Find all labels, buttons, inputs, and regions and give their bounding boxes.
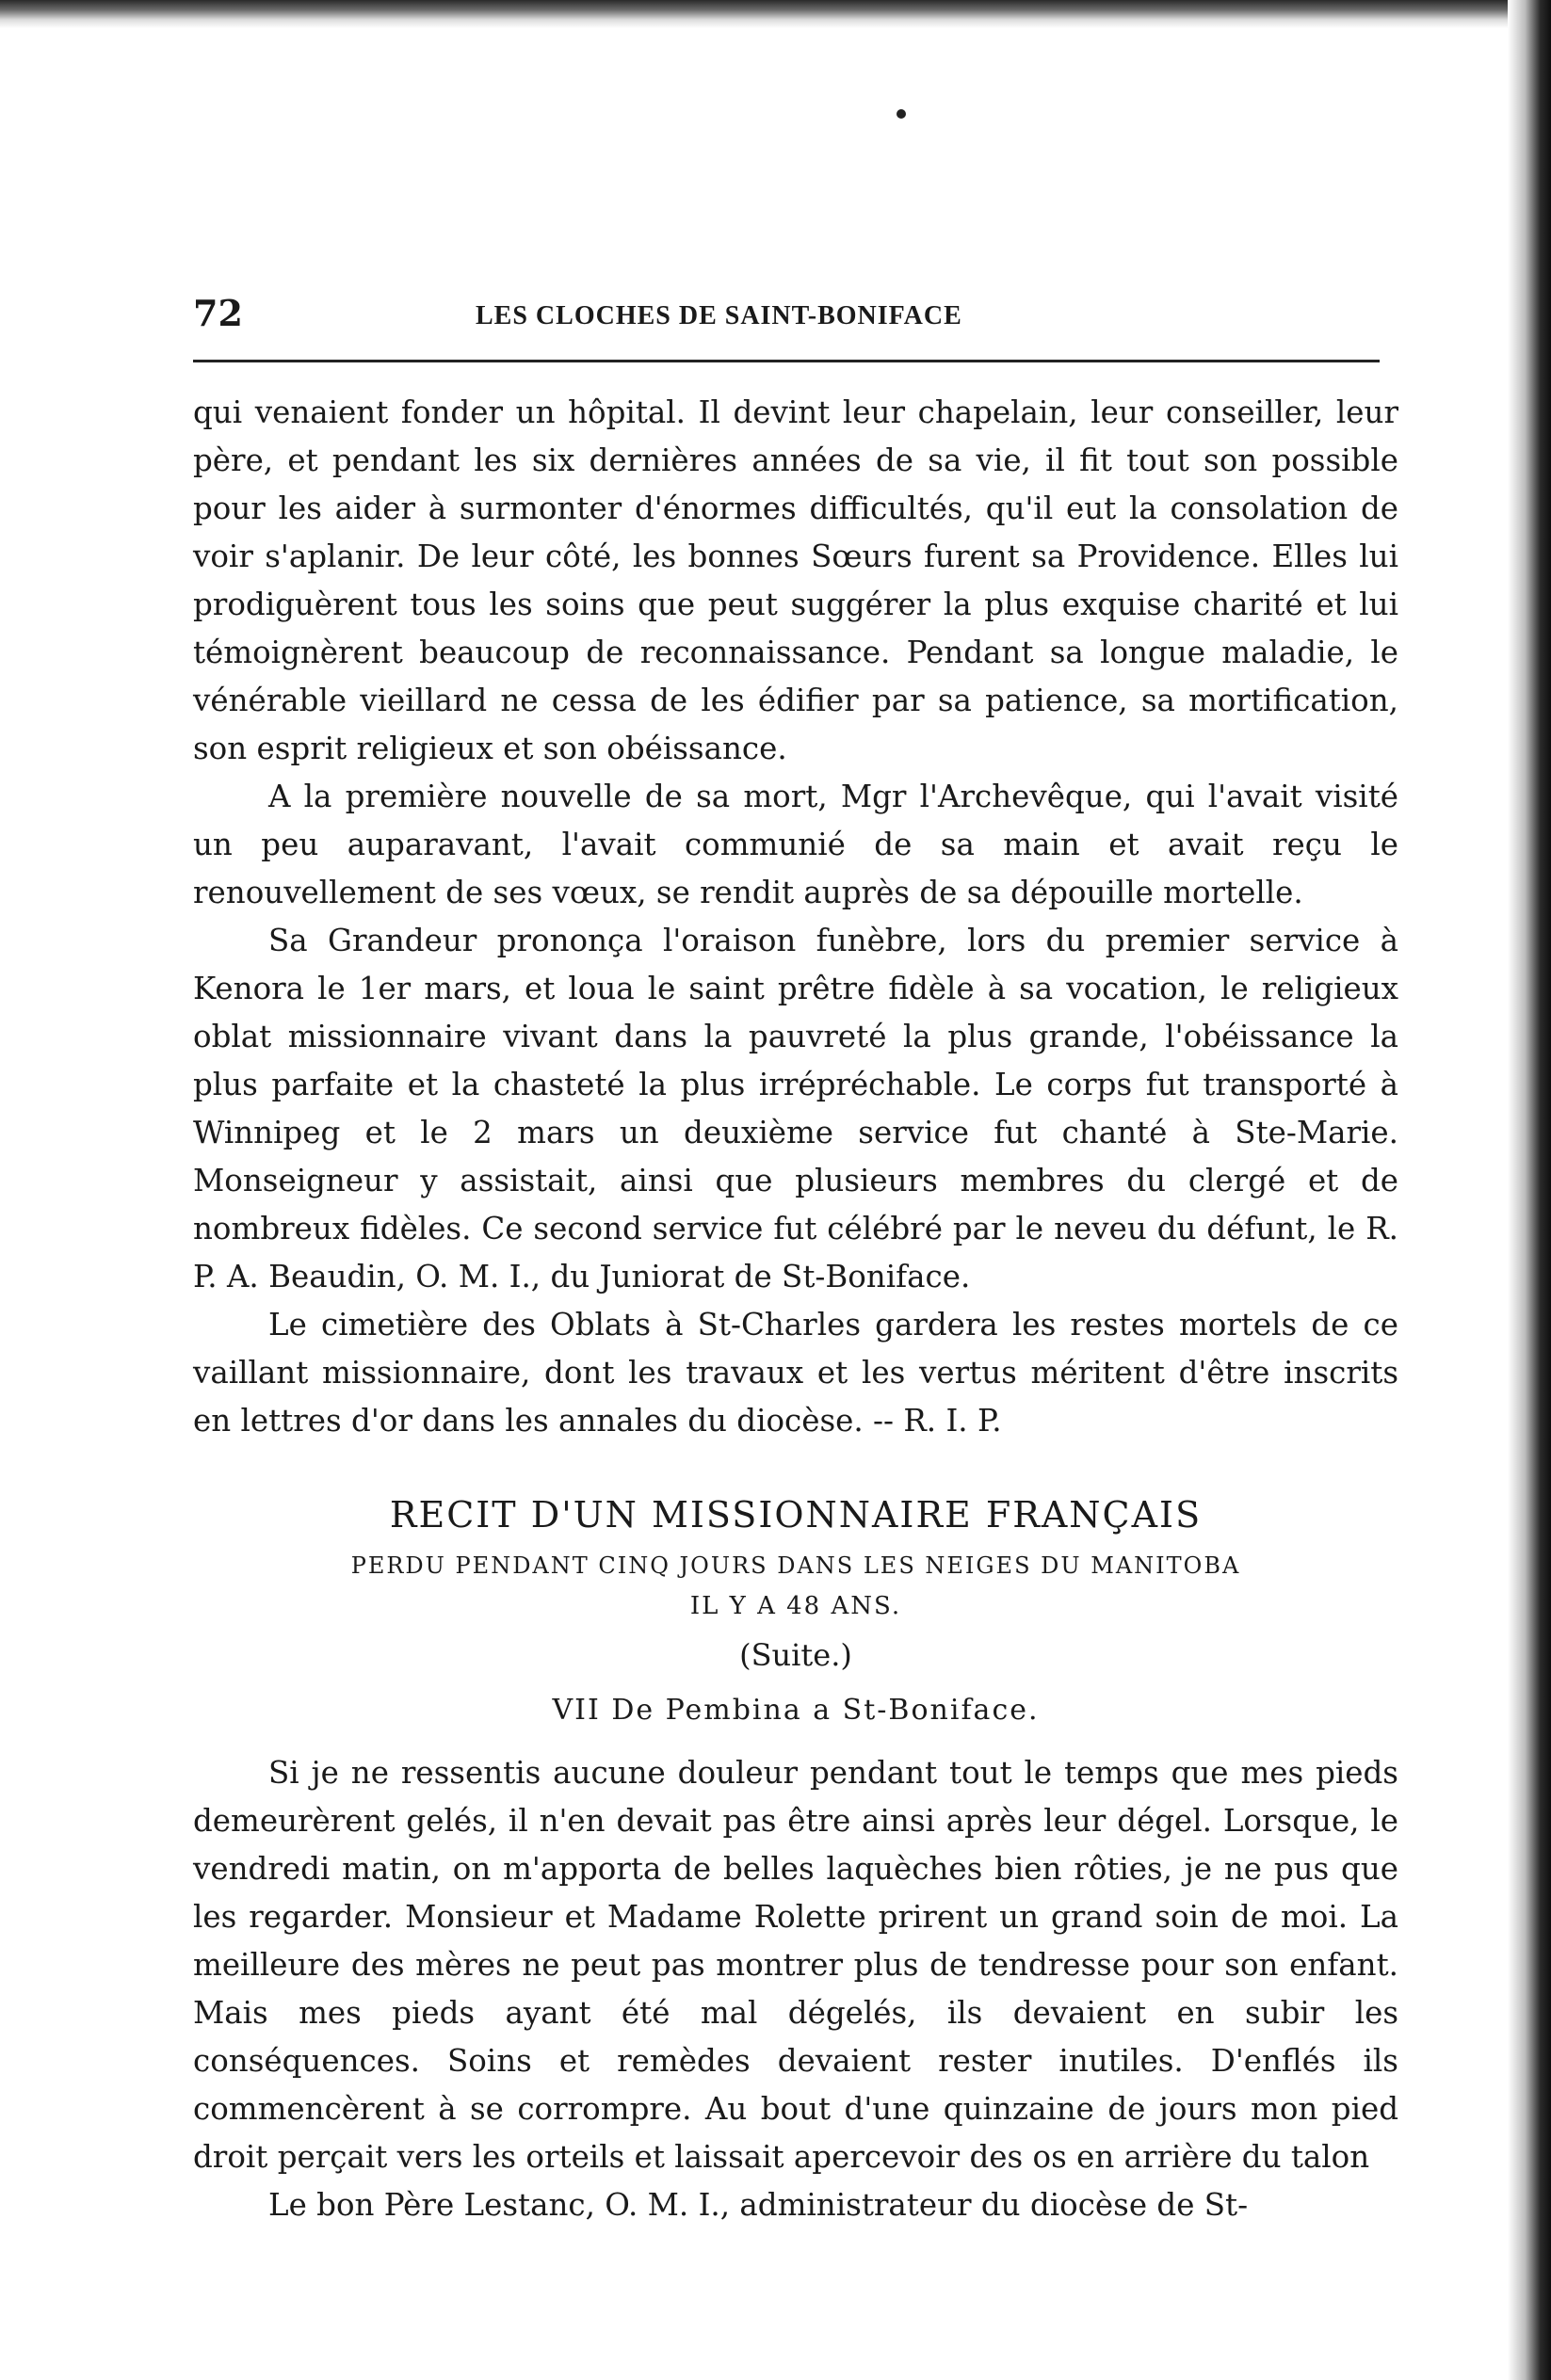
article-paragraph-1: Si je ne ressentis aucune douleur pendant tout le temps que mes pieds demeurèrent gelés, il n'en devait pas être ainsi après leur dégel. Lorsque, le vendredi matin, on m'apporta de belles laquèches bien rôties, je ne pus que les regarder. Monsieur et Madame Rolette prirent un grand soin de moi. La meilleure des mères ne peut pas montrer plus de tendresse pour son enfant. Mais mes pieds ayant été mal dégelés, ils devaient en subir les conséquences. Soins et remèdes devaient rester inutiles. D'enflés ils commencèrent à se corrompre. Au bout d'une quinzaine de jours mon pied droit perçait vers les orteils et laissait apercevoir des os en arrière du talon	[193, 1755, 1398, 2175]
paragraph-4: Le cimetière des Oblats à St-Charles gardera les restes mortels de ce vaillant missionnaire, dont les travaux et les vertus méritent d'être inscrits en lettres d'or dans les annales du diocèse. -- R. I. P.	[193, 1307, 1398, 1439]
scan-edge-top	[0, 0, 1551, 28]
book-page	[193, 292, 1417, 2229]
article-title: RECIT D'UN MISSIONNAIRE FRANÇAIS	[389, 1494, 1203, 1536]
header-rule	[193, 360, 1380, 362]
running-title: LES CLOCHES DE SAINT-BONIFACE	[476, 301, 962, 330]
running-head	[193, 292, 1417, 348]
paragraph-2: A la première nouvelle de sa mort, Mgr l'Archevêque, qui l'avait visité un peu auparavant, l'avait communié de sa main et avait reçu le renouvellement de ses vœux, se rendit auprès de sa dépouille mortelle.	[193, 779, 1398, 910]
article-continued: (Suite.)	[739, 1637, 852, 1673]
article-subtitle: PERDU PENDANT CINQ JOURS DANS LES NEIGES DU MANITOBA	[350, 1552, 1241, 1579]
paragraph-3: Sa Grandeur prononça l'oraison funèbre, lors du premier service à Kenora le 1er mars, et loua le saint prêtre fidèle à sa vocation, le religieux oblat missionnaire vivant dans la pauvreté la plus grande, l'obéissance la plus parfaite et la chasteté la plus irrépréchable. Le corps fut transporté à Winnipeg et le 2 mars un deuxième service fut chanté à Ste-Marie. Monseigneur y assistait, ainsi que plusieurs membres du clergé et de nombreux fidèles. Ce second service fut célébré par le neveu du défunt, le R. P. A. Beaudin, O. M. I., du Juniorat de St-Boniface.	[193, 923, 1398, 1295]
paragraph-1: qui venaient fonder un hôpital. Il devint leur chapelain, leur conseiller, leur père, et pendant les six dernières années de sa vie, il fit tout son possible pour les aider à surmonter d'énormes difficultés, qu'il eut la consolation de voir s'aplanir. De leur côté, les bonnes Sœurs furent sa Providence. Elles lui prodiguèrent tous les soins que peut suggérer la plus exquise charité et lui témoignèrent beaucoup de reconnaissance. Pendant sa longue maladie, le vénérable vieillard ne cessa de les édifier par sa patience, sa mortification, son esprit religieux et son obéissance.	[193, 394, 1398, 766]
page-number: 72	[193, 292, 243, 334]
section-heading: VII De Pembina a St-Boniface.	[552, 1694, 1040, 1727]
ink-speck	[897, 109, 906, 119]
scan-edge-right	[1508, 0, 1551, 2380]
article-paragraph-2: Le bon Père Lestanc, O. M. I., administrateur du diocèse de St-	[268, 2187, 1249, 2223]
article-years: IL Y A 48 ANS.	[689, 1592, 902, 1620]
